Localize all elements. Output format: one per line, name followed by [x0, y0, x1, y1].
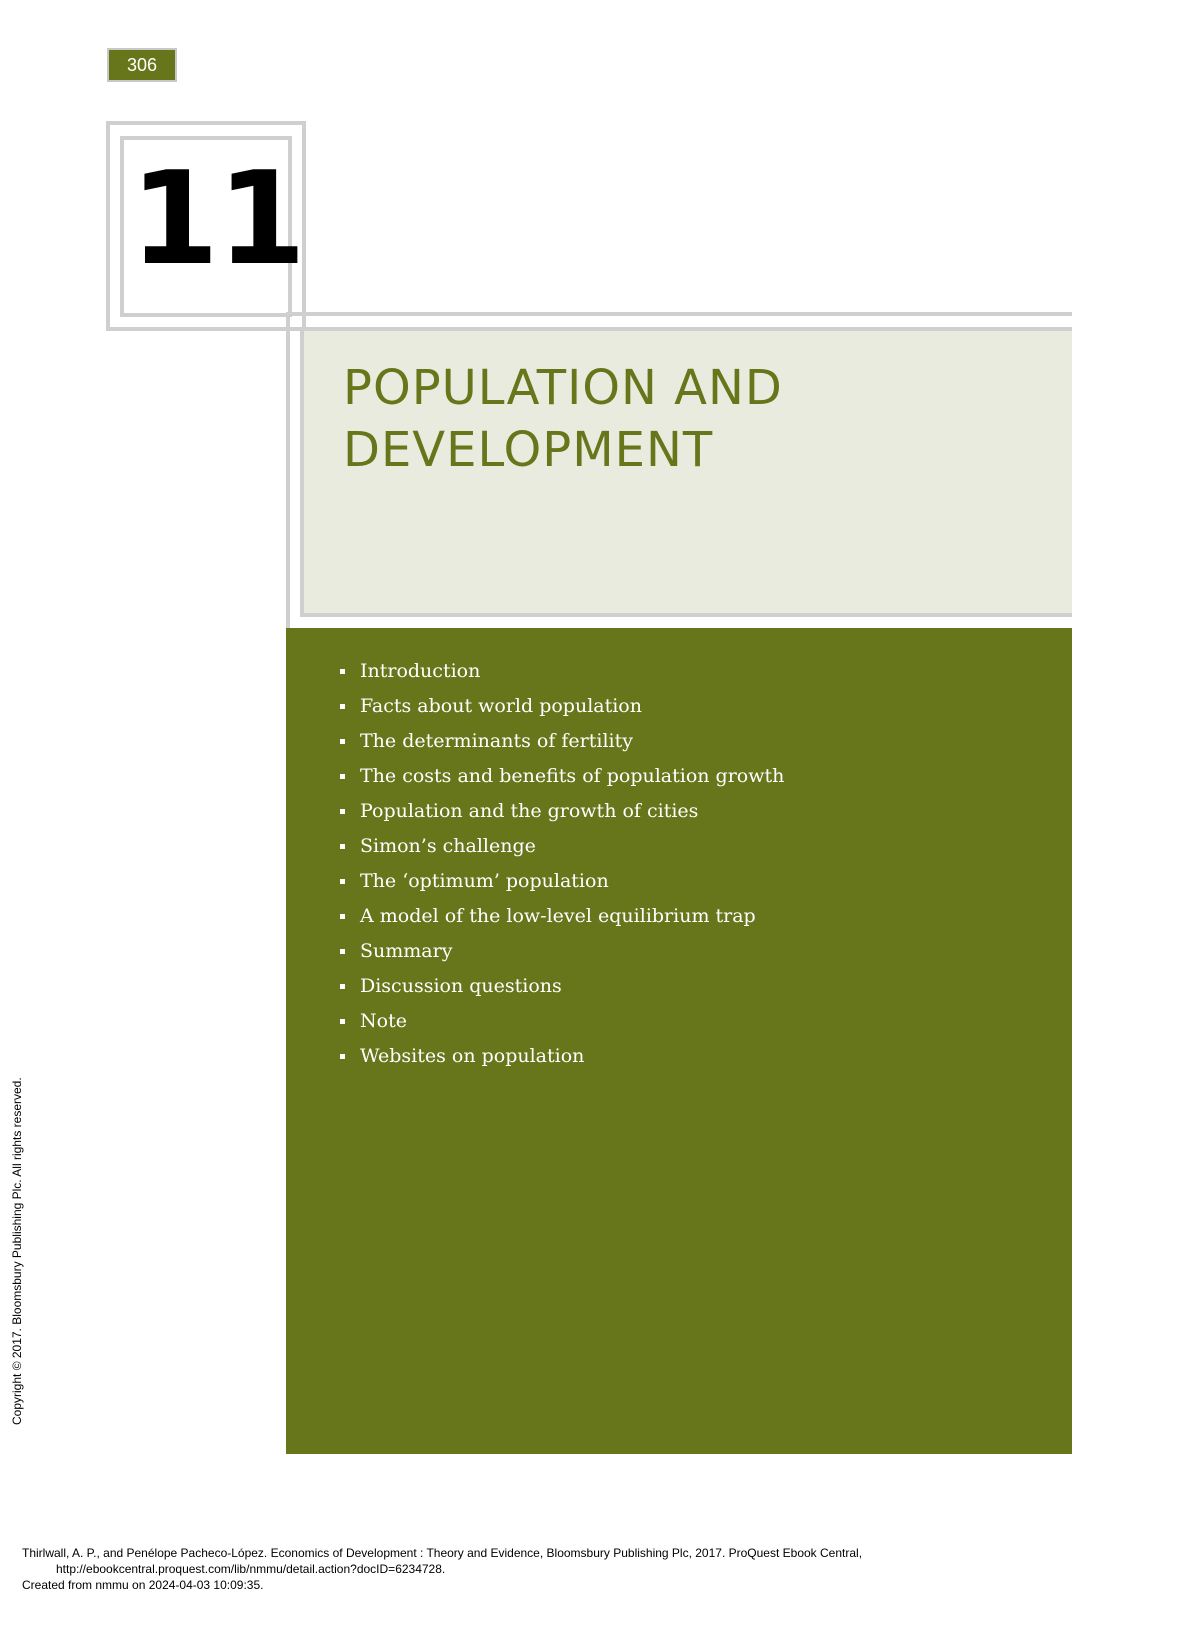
contents-item — [340, 1039, 784, 1074]
contents-item — [340, 759, 784, 794]
contents-item — [340, 654, 784, 689]
bullet-icon — [340, 879, 345, 884]
contents-item — [340, 969, 784, 1004]
page-number: 306 — [107, 48, 177, 82]
contents-item — [340, 689, 784, 724]
contents-item — [340, 829, 784, 864]
bullet-icon — [340, 844, 345, 849]
chapter-title: POPULATION AND DEVELOPMENT — [343, 360, 783, 478]
contents-item-label: Simon’s challenge — [360, 835, 536, 857]
bullet-icon — [340, 1054, 345, 1059]
bullet-icon — [340, 1019, 345, 1024]
bullet-icon — [340, 669, 345, 674]
chapter-number: 11 — [130, 145, 305, 294]
citation-line-3: Created from nmmu on 2024-04-03 10:09:35. — [22, 1578, 264, 1592]
contents-item-label: Discussion questions — [360, 975, 562, 997]
contents-item — [340, 934, 784, 969]
bullet-icon — [340, 704, 345, 709]
contents-item-label: The costs and benefits of population growth — [360, 765, 785, 787]
contents-item-label: Facts about world population — [360, 695, 642, 717]
contents-item-label: A model of the low-level equilibrium trap — [360, 905, 756, 927]
copyright-notice: Copyright © 2017. Bloomsbury Publishing Plc. All rights reserved. — [10, 1077, 24, 1425]
citation-footer — [22, 1545, 1182, 1593]
bullet-icon — [340, 914, 345, 919]
contents-item — [340, 794, 784, 829]
contents-item-label: Note — [360, 1010, 407, 1032]
bullet-icon — [340, 774, 345, 779]
bullet-icon — [340, 984, 345, 989]
contents-item-label: Websites on population — [360, 1045, 585, 1067]
contents-item-label: Introduction — [360, 660, 481, 682]
bullet-icon — [340, 949, 345, 954]
contents-item — [340, 724, 784, 759]
contents-item — [340, 1004, 784, 1039]
contents-item-label: The ‘optimum’ population — [360, 870, 609, 892]
contents-item-label: Summary — [360, 940, 453, 962]
vertical-rule — [286, 312, 290, 628]
contents-item-label: The determinants of fertility — [360, 730, 633, 752]
header-rule — [290, 312, 1072, 316]
citation-line-1: Thirlwall, A. P., and Penélope Pacheco-López. Economics of Development : Theory and Evidence, Bloomsbury Publishing Plc, 2017. ProQuest Ebook Central, — [22, 1546, 863, 1560]
citation-link[interactable]: http://ebookcentral.proquest.com/lib/nmmu/detail.action?docID=6234728. — [56, 1562, 446, 1576]
bullet-icon — [340, 809, 345, 814]
contents-item — [340, 899, 784, 934]
bullet-icon — [340, 739, 345, 744]
chapter-contents-list — [340, 654, 784, 1074]
contents-item-label: Population and the growth of cities — [360, 800, 699, 822]
contents-item — [340, 864, 784, 899]
